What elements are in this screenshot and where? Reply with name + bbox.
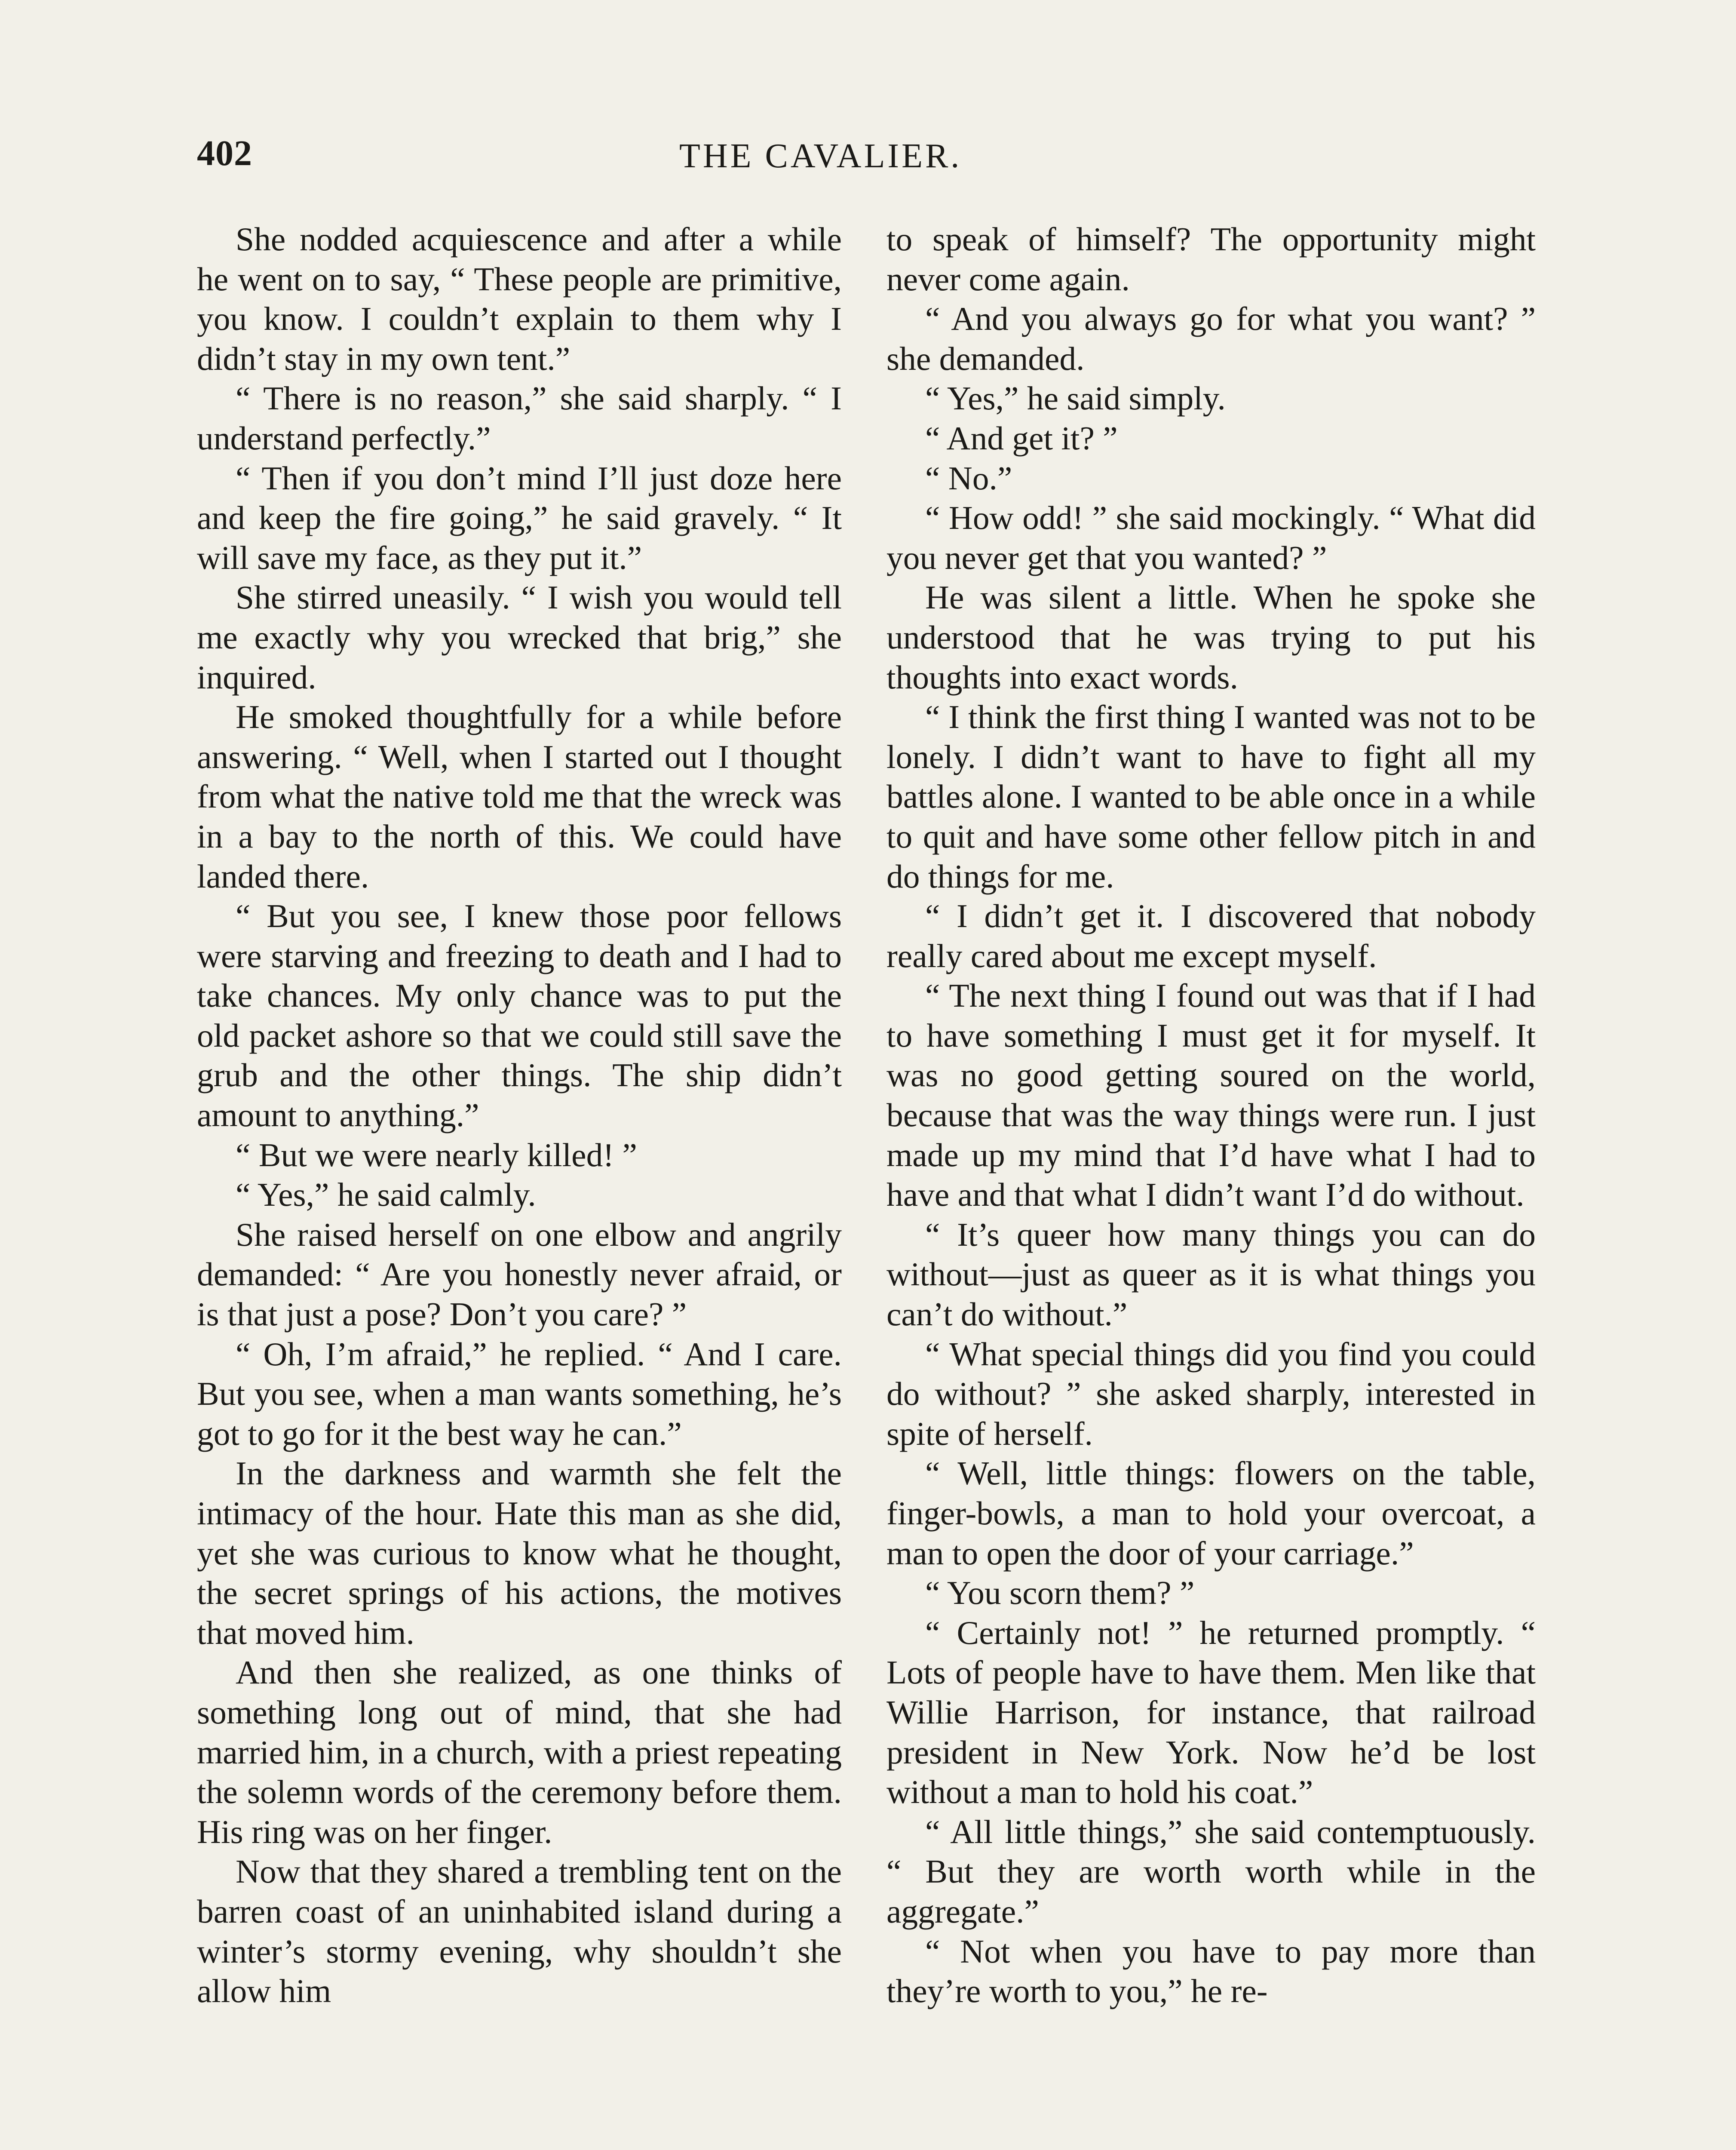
paragraph: “ The next thing I found out was that if I had to have something I must get it for myself. It was no good getting soured on the world, because that was the way things were run. I just made up my mind that I’d have what I had to have and that what I didn’t want I’d do without.: [886, 977, 1536, 1213]
paragraph: “ But you see, I knew those poor fellows were starving and freezing to death and I had to take chances. My only chance was to put the old packet ashore so that we could still save the grub and the other things. The ship didn’t amount to anything.”: [197, 897, 842, 1134]
paragraph: And then she realized, as one thinks of something long out of mind, that she had married him, in a church, with a priest repeating the solemn words of the ceremony before them. His ring was on her finger.: [197, 1654, 842, 1850]
paragraph: “ Certainly not! ” he returned promptly. “ Lots of people have to have them. Men like that Willie Harrison, for instance, that railroad president in New York. Now he’d be lost without a man to hold his coat.”: [886, 1614, 1536, 1811]
paragraph: “ There is no reason,” she said sharply. “ I understand perfectly.”: [197, 380, 842, 457]
paragraph: “ I didn’t get it. I discovered that nobody really cared about me except myself.: [886, 897, 1536, 974]
paragraph: In the darkness and warmth she felt the intimacy of the hour. Hate this man as she did, yet she was curious to know what he thought, the secret springs of his actions, the motives that moved him.: [197, 1455, 842, 1651]
paragraph: Now that they shared a trembling tent on the barren coast of an uninhabited island during a winter’s stormy evening, why shouldn’t she allow him: [197, 1853, 842, 2010]
paragraph: “ Then if you don’t mind I’ll just doze here and keep the fire going,” he said gravely. “ It will save my face, as they put it.”: [197, 459, 842, 576]
left-column: [197, 219, 842, 2011]
paragraph: “ And get it? ”: [925, 419, 1118, 457]
paragraph: “ And you always go for what you want? ” she demanded.: [886, 300, 1536, 377]
paragraph: “ How odd! ” she said mockingly. “ What did you never get that you wanted? ”: [886, 499, 1536, 576]
paragraph: “ It’s queer how many things you can do without—just as queer as it is what things you can’t do without.”: [886, 1216, 1536, 1333]
paragraph: “ You scorn them? ”: [925, 1574, 1195, 1612]
page-number: 402: [197, 133, 252, 173]
paragraph: “ All little things,” she said contemptuously. “ But they are worth worth while in the aggregate.”: [886, 1813, 1536, 1930]
paragraph: “ I think the first thing I wanted was not to be lonely. I didn’t want to have to fight all my battles alone. I wanted to be able once in a while to quit and have some other fellow pitch in and do things for me.: [886, 698, 1536, 895]
right-column: [886, 219, 1536, 2011]
paragraph: She stirred uneasily. “ I wish you would tell me exactly why you wrecked that brig,” she inquired.: [197, 579, 842, 696]
paragraph: “ What special things did you find you could do without? ” she asked sharply, interested in spite of herself.: [886, 1335, 1536, 1452]
paragraph: “ No.”: [925, 459, 1012, 497]
paragraph: “ Not when you have to pay more than they’re worth to you,” he re-: [886, 1932, 1536, 2010]
paragraph: He was silent a little. When he spoke she understood that he was trying to put his thoughts into exact words.: [886, 579, 1536, 696]
paragraph: “ Well, little things: flowers on the table, finger-bowls, a man to hold your overcoat, a man to open the door of your carriage.”: [886, 1455, 1536, 1572]
paragraph: He smoked thoughtfully for a while before answering. “ Well, when I started out I thought from what the native told me that the wreck was in a bay to the north of this. We could have landed there.: [197, 698, 842, 895]
paragraph: “ Yes,” he said calmly.: [236, 1176, 536, 1213]
paragraph: “ Oh, I’m afraid,” he replied. “ And I care. But you see, when a man wants something, he’s got to go for it the best way he can.”: [197, 1335, 842, 1452]
continued-paragraph: to speak of himself? The opportunity might never come again.: [886, 221, 1536, 298]
paragraph: “ Yes,” he said simply.: [925, 380, 1226, 417]
paragraph: She nodded acquiescence and after a while he went on to say, “ These people are primitive, you know. I couldn’t explain to them why I didn’t stay in my own tent.”: [197, 221, 842, 377]
paragraph: “ But we were nearly killed! ”: [236, 1136, 637, 1173]
paragraph: She raised herself on one elbow and angrily demanded: “ Are you honestly never afraid, or is that just a pose? Don’t you care? ”: [197, 1216, 842, 1333]
running-title: THE CAVALIER.: [679, 137, 962, 175]
